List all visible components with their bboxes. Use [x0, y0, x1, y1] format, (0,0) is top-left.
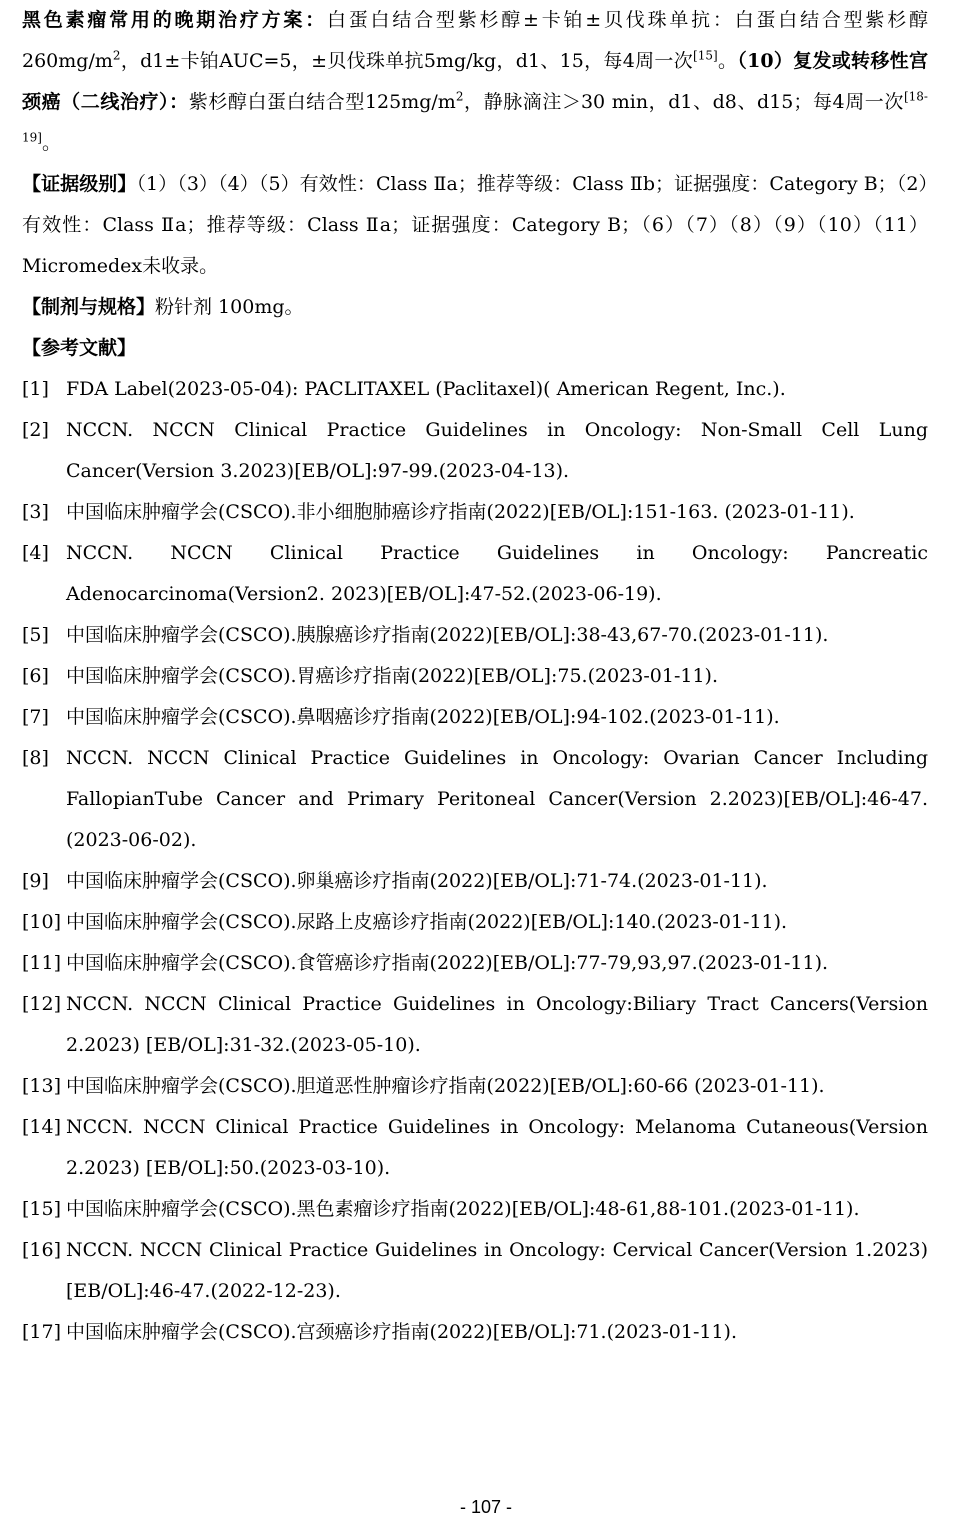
- reference-text: 中国临床肿瘤学会(CSCO).胰腺癌诊疗指南(2022)[EB/OL]:38-43,67-70.(2023-01-11).: [66, 624, 829, 646]
- regimen-text-b: ，d1±卡铂AUC=5，±贝伐珠单抗5mg/kg，d1、15，每4周一次: [120, 50, 694, 72]
- reference-number: [13]: [22, 1075, 62, 1097]
- reference-text: 中国临床肿瘤学会(CSCO).非小细胞肺癌诊疗指南(2022)[EB/OL]:151-163. (2023-01-11).: [66, 501, 855, 523]
- reference-text: FDA Label(2023-05-04): PACLITAXEL (Paclitaxel)( American Regent, Inc.).: [66, 378, 786, 400]
- reference-number: [11]: [22, 952, 62, 974]
- evidence-label: 【证据级别】: [22, 173, 137, 195]
- reference-text: NCCN. NCCN Clinical Practice Guidelines in Oncology: Cervical Cancer(Version 1.2023) [EB/OL]:46-47.(2022-12-23).: [66, 1239, 928, 1302]
- evidence-text: （1）（3）（4）（5）有效性：Class Ⅱa；推荐等级：Class Ⅱb；证据强度：Category B；（2）有效性：Class Ⅱa；推荐等级：Class Ⅱa；证据强度：Category B；（6）（7）（8）（9）（10）（11）Micromedex未收录。: [22, 173, 928, 277]
- reference-text: 中国临床肿瘤学会(CSCO).卵巢癌诊疗指南(2022)[EB/OL]:71-74.(2023-01-11).: [66, 870, 768, 892]
- reference-item: [22, 1312, 928, 1353]
- reference-item: [22, 697, 928, 738]
- regimen-text-c: 。: [717, 50, 738, 72]
- reference-number: [9]: [22, 870, 49, 892]
- regimen-text-d: 紫杉醇白蛋白结合型125mg/m: [188, 91, 456, 113]
- reference-number: [8]: [22, 747, 49, 769]
- reference-text: 中国临床肿瘤学会(CSCO).胃癌诊疗指南(2022)[EB/OL]:75.(2023-01-11).: [66, 665, 718, 687]
- reference-text: NCCN. NCCN Clinical Practice Guidelines in Oncology: Melanoma Cutaneous(Version 2.2023) [EB/OL]:50.(2023-03-10).: [66, 1116, 928, 1179]
- formulation-paragraph: [22, 287, 928, 328]
- reference-number: [4]: [22, 542, 49, 564]
- references-heading: 【参考文献】: [22, 337, 137, 359]
- reference-text: NCCN. NCCN Clinical Practice Guidelines in Oncology: Pancreatic Adenocarcinoma(Version2. 2023)[EB/OL]:47-52.(2023-06-19).: [66, 542, 928, 605]
- reference-text: 中国临床肿瘤学会(CSCO).食管癌诊疗指南(2022)[EB/OL]:77-79,93,97.(2023-01-11).: [66, 952, 829, 974]
- cervical-cancer-heading: （10）复发或转移性宫颈癌（二线治疗）：: [22, 50, 928, 113]
- reference-number: [2]: [22, 419, 49, 441]
- reference-number: [15]: [22, 1198, 62, 1220]
- reference-number: [17]: [22, 1321, 62, 1343]
- reference-item: [22, 492, 928, 533]
- reference-number: [14]: [22, 1116, 62, 1138]
- regimen-text-a: 白蛋白结合型紫杉醇±卡铂±贝伐珠单抗：白蛋白结合型紫杉醇260mg/m: [22, 9, 928, 72]
- reference-text: 中国临床肿瘤学会(CSCO).胆道恶性肿瘤诊疗指南(2022)[EB/OL]:60-66 (2023-01-11).: [66, 1075, 825, 1097]
- reference-item: [22, 1107, 928, 1189]
- reference-item: [22, 410, 928, 492]
- reference-text: NCCN. NCCN Clinical Practice Guidelines in Oncology:Biliary Tract Cancers(Version 2.2023) [EB/OL]:31-32.(2023-05-10).: [66, 993, 928, 1056]
- reference-number: [12]: [22, 993, 62, 1015]
- reference-item: [22, 902, 928, 943]
- page-number: - 107 -: [459, 1497, 513, 1517]
- reference-text: 中国临床肿瘤学会(CSCO).宫颈癌诊疗指南(2022)[EB/OL]:71.(2023-01-11).: [66, 1321, 737, 1343]
- regimen-paragraph: [22, 0, 928, 164]
- reference-item: [22, 1066, 928, 1107]
- reference-item: [22, 984, 928, 1066]
- reference-text: NCCN. NCCN Clinical Practice Guidelines in Oncology: Non-Small Cell Lung Cancer(Version 3.2023)[EB/OL]:97-99.(2023-04-13).: [66, 419, 928, 482]
- reference-item: [22, 943, 928, 984]
- reference-item: [22, 615, 928, 656]
- reference-text: 中国临床肿瘤学会(CSCO).黑色素瘤诊疗指南(2022)[EB/OL]:48-61,88-101.(2023-01-11).: [66, 1198, 860, 1220]
- reference-list: [22, 369, 928, 1353]
- reference-text: 中国临床肿瘤学会(CSCO).尿路上皮癌诊疗指南(2022)[EB/OL]:140.(2023-01-11).: [66, 911, 788, 933]
- evidence-paragraph: [22, 164, 928, 287]
- reference-number: [5]: [22, 624, 49, 646]
- reference-number: [16]: [22, 1239, 62, 1261]
- reference-number: [6]: [22, 665, 49, 687]
- document-page: [22, 0, 928, 1353]
- regimen-text-f: 。: [41, 132, 61, 154]
- reference-number: [3]: [22, 501, 49, 523]
- formulation-text: 粉针剂 100mg。: [155, 296, 304, 318]
- citation-18-19: [18-19]: [22, 89, 928, 145]
- reference-number: [10]: [22, 911, 62, 933]
- formulation-label: 【制剂与规格】: [22, 296, 156, 318]
- reference-number: [7]: [22, 706, 49, 728]
- reference-text: 中国临床肿瘤学会(CSCO).鼻咽癌诊疗指南(2022)[EB/OL]:94-102.(2023-01-11).: [66, 706, 780, 728]
- citation-15: [15]: [693, 48, 718, 63]
- reference-number: [1]: [22, 378, 49, 400]
- superscript-2b: 2: [455, 89, 464, 104]
- regimen-text-e: ，静脉滴注＞30 min，d1、d8、d15；每4周一次: [463, 91, 904, 113]
- melanoma-regimen-heading: 黑色素瘤常用的晚期治疗方案：: [22, 9, 327, 31]
- reference-item: [22, 1189, 928, 1230]
- reference-text: NCCN. NCCN Clinical Practice Guidelines in Oncology: Ovarian Cancer Including FallopianTube Cancer and Primary Peritoneal Cancer(Version 2.2023)[EB/OL]:46-47.(2023-06-02).: [66, 747, 928, 851]
- superscript-2a: 2: [112, 48, 121, 63]
- reference-item: [22, 656, 928, 697]
- reference-item: [22, 1230, 928, 1312]
- reference-item: [22, 369, 928, 410]
- reference-item: [22, 738, 928, 861]
- reference-item: [22, 533, 928, 615]
- reference-item: [22, 861, 928, 902]
